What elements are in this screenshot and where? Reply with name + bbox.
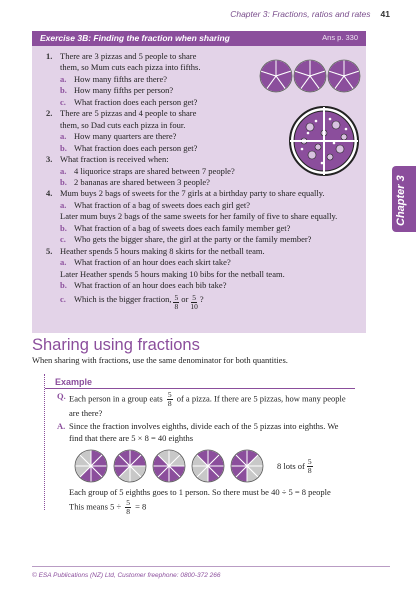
text: Each group of 5 eighths goes to 1 person. So there must be 40 ÷ 5 = 8 people bbox=[69, 487, 331, 498]
page-header bbox=[230, 9, 390, 19]
sub-label: b. bbox=[60, 280, 67, 291]
quartered-pizza-illustration bbox=[286, 103, 362, 179]
question-4 bbox=[46, 188, 366, 199]
example-divider bbox=[45, 388, 355, 389]
sub-text: What fraction does each person get? bbox=[74, 96, 198, 107]
denominator: 8 bbox=[174, 301, 179, 311]
sub-text: What fraction of a bag of sweets does each family member get? bbox=[74, 222, 291, 233]
section-intro: When sharing with fractions, use the same denominator for both quantities. bbox=[32, 355, 288, 365]
text: = 8 bbox=[135, 501, 147, 512]
q-label: Q. bbox=[57, 391, 66, 401]
sub-label: c. bbox=[60, 96, 66, 107]
numerator: 5 bbox=[307, 456, 312, 466]
q5-b bbox=[46, 280, 366, 291]
sub-label: b. bbox=[60, 222, 67, 233]
sub-text: What fraction of a bag of sweets does each girl get? bbox=[74, 199, 251, 210]
sub-text: How many quarters are there? bbox=[74, 131, 177, 142]
denominator: 8 bbox=[126, 506, 130, 516]
sub-text: or bbox=[181, 293, 189, 304]
question-text bbox=[69, 391, 346, 419]
text: Since the fraction involves eighths, divide each of the 5 pizzas into eighths. We bbox=[69, 421, 339, 432]
sub-text: What fraction does each person get? bbox=[74, 142, 198, 153]
sub-label: a. bbox=[60, 73, 67, 84]
q-number: 4. bbox=[46, 188, 53, 199]
exercise-panel bbox=[32, 31, 366, 333]
q-text: Heather spends 5 hours making 8 skirts for the netball team. bbox=[60, 245, 265, 256]
q-text: What fraction is received when: bbox=[60, 154, 169, 165]
fifths-pizzas-illustration bbox=[258, 53, 362, 99]
exercise-title-bar bbox=[32, 31, 366, 46]
numerator: 5 bbox=[192, 292, 196, 302]
sub-label: c. bbox=[60, 293, 66, 304]
page-number: 41 bbox=[380, 9, 390, 19]
sub-label: b. bbox=[60, 176, 67, 187]
example-question bbox=[57, 391, 353, 419]
q-text: Mum buys 2 bags of sweets for the 7 girls at a birthday party to share equally. bbox=[60, 188, 325, 199]
q5-c bbox=[46, 294, 366, 311]
example-conclusion bbox=[57, 487, 353, 515]
q-text: There are 5 pizzas and 4 people to share bbox=[60, 108, 197, 119]
numerator: 5 bbox=[167, 390, 172, 399]
section-title: Sharing using fractions bbox=[32, 336, 200, 354]
sub-text: ? bbox=[199, 293, 204, 304]
sub-text: 2 bananas are shared between 3 people? bbox=[74, 176, 210, 187]
sub-text: Which is the bigger fraction, bbox=[74, 293, 172, 304]
q-text: Later Heather spends 5 hours making 10 bibs for the netball team. bbox=[60, 268, 285, 279]
chapter-title: Chapter 3: Fractions, ratios and rates bbox=[230, 9, 371, 19]
fraction bbox=[173, 294, 179, 311]
fraction bbox=[125, 499, 131, 516]
example-title: Example bbox=[55, 377, 93, 387]
sub-label: a. bbox=[60, 199, 67, 210]
sub-label: c. bbox=[60, 234, 66, 245]
answers-reference: Ans p. 330 bbox=[322, 33, 358, 42]
sub-text: How many fifths are there? bbox=[74, 73, 167, 84]
denominator: 8 bbox=[307, 465, 312, 475]
q5-a bbox=[46, 257, 366, 268]
example-box bbox=[44, 374, 354, 516]
sub-text: What fraction of an hour does each skirt take? bbox=[74, 257, 231, 268]
denominator: 8 bbox=[167, 399, 172, 408]
q-number: 2. bbox=[46, 108, 53, 119]
q4-c bbox=[46, 234, 366, 245]
sub-text: 4 liquorice straps are shared between 7 people? bbox=[74, 165, 235, 176]
question-5 bbox=[46, 246, 366, 257]
q4-b bbox=[46, 223, 366, 234]
sub-text: Who gets the bigger share, the girl at the party or the family member? bbox=[74, 234, 312, 245]
q-number: 5. bbox=[46, 245, 53, 256]
example-body bbox=[57, 391, 353, 516]
text: of a pizza. If there are 5 pizzas, how many people bbox=[176, 393, 346, 404]
eighths-pizzas-illustration bbox=[71, 448, 271, 484]
numerator: 5 bbox=[126, 497, 130, 507]
q-number: 1. bbox=[46, 51, 53, 61]
sub-label: b. bbox=[60, 85, 67, 96]
q-text: them, so Mum cuts each pizza into fifths. bbox=[60, 62, 201, 73]
eighths-pizzas-row bbox=[71, 448, 353, 484]
fraction bbox=[190, 294, 198, 311]
q-text: them, so Dad cuts each pizza in four. bbox=[60, 119, 186, 130]
q-text: Later mum buys 2 bags of the same sweets for her family of five to share equally. bbox=[60, 211, 338, 222]
q-number: 3. bbox=[46, 154, 53, 165]
sub-text: How many fifths per person? bbox=[74, 85, 174, 96]
sub-label: a. bbox=[60, 131, 67, 142]
sub-label: a. bbox=[60, 165, 67, 176]
fraction bbox=[307, 458, 313, 475]
a-label: A. bbox=[57, 421, 66, 432]
text: find that there are 5 × 8 = 40 eighths bbox=[69, 432, 194, 443]
text: 8 lots of bbox=[277, 460, 305, 471]
fraction bbox=[167, 391, 173, 408]
answer-text bbox=[69, 421, 338, 444]
q4-a bbox=[46, 200, 366, 211]
sub-label: a. bbox=[60, 257, 67, 268]
denominator: 10 bbox=[190, 301, 198, 311]
chapter-tab[interactable] bbox=[392, 166, 416, 232]
sub-text: What fraction of an hour does each bib take? bbox=[74, 280, 227, 291]
text: This means 5 ÷ bbox=[69, 501, 122, 512]
q-text: There are 3 pizzas and 5 people to share bbox=[60, 51, 197, 61]
footer-divider bbox=[32, 566, 390, 567]
exercise-title: Exercise 3B: Finding the fraction when sharing bbox=[40, 33, 230, 43]
example-answer bbox=[57, 421, 353, 444]
numerator: 5 bbox=[174, 292, 179, 302]
text: Each person in a group eats bbox=[69, 393, 163, 404]
text: are there? bbox=[69, 408, 103, 418]
footer: © ESA Publications (NZ) Ltd, Customer freephone: 0800-372 266 bbox=[32, 572, 221, 579]
chapter-tab-label: Chapter 3 bbox=[395, 175, 407, 226]
sub-label: b. bbox=[60, 142, 67, 153]
